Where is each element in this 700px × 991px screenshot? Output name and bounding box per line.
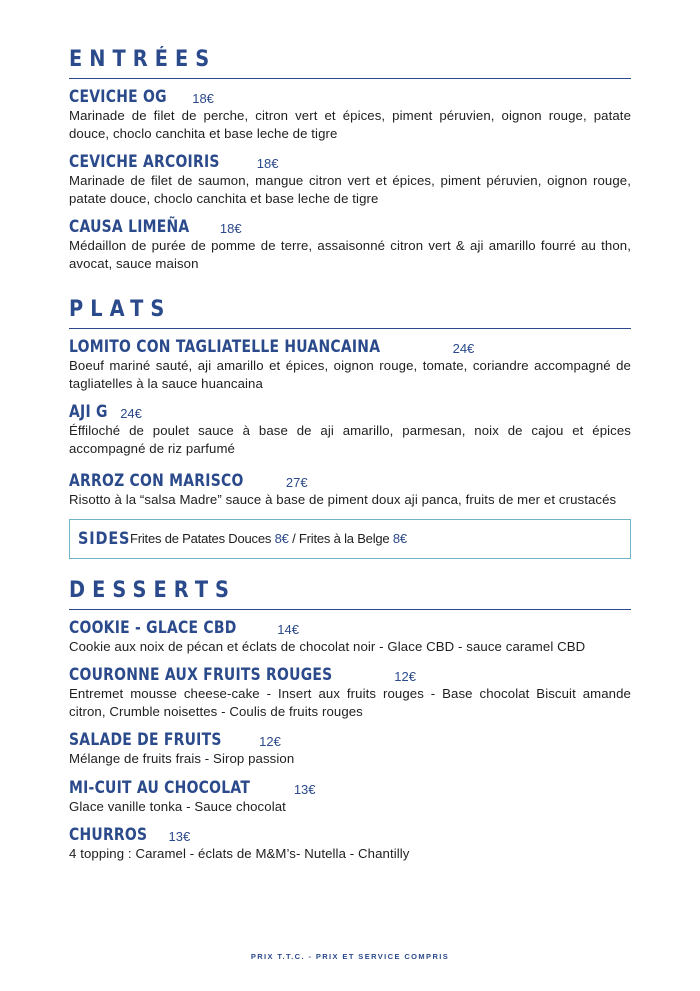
- item-name: LOMITO CON TAGLIATELLE HUANCAINA: [69, 337, 381, 357]
- section-title: DESSERTS: [69, 577, 237, 603]
- item-description: Boeuf mariné sauté, aji amarillo et épices, oignon rouge, tomate, coriandre accompagné de tagliatelles à la sauce huancaina: [69, 358, 631, 391]
- menu-item: [69, 217, 631, 272]
- item-price: 18€: [256, 156, 279, 171]
- item-description: Cookie aux noix de pécan et éclats de chocolat noir - Glace CBD - sauce caramel CBD: [69, 638, 586, 654]
- menu-item: [69, 665, 631, 720]
- sides-box: [69, 519, 631, 559]
- item-description: 4 topping : Caramel - éclats de M&M’s- Nutella - Chantilly: [69, 846, 410, 861]
- section-title: ENTRÉES: [69, 47, 217, 72]
- menu-item: [69, 778, 631, 816]
- item-price: 24€: [452, 341, 475, 356]
- item-price: 12€: [259, 734, 281, 749]
- item-description: Éffiloché de poulet sauce à base de aji amarillo, parmesan, noix de cajou et épices accompagné de riz parfumé: [69, 423, 631, 456]
- item-name: AJI G: [69, 402, 108, 422]
- item-price: 13€: [293, 781, 316, 797]
- item-name: SALADE DE FRUITS: [69, 730, 222, 750]
- section-divider: [69, 78, 631, 79]
- item-description: Marinade de filet de perche, citron vert et épices, piment péruvien, oignon rouge, patate douce, choclo canchita et base leche de tigre: [69, 108, 631, 141]
- item-description: Entremet mousse cheese-cake - Insert aux fruits rouges - Base chocolat Biscuit amande citron, Crumble noisettes - Coulis de fruits rouges: [69, 686, 631, 719]
- section-divider: [69, 609, 631, 610]
- sides-item: Frites à la Belge: [298, 531, 390, 546]
- section-entrees: [69, 46, 631, 272]
- menu-item: [69, 825, 631, 863]
- menu-item: [69, 87, 631, 142]
- item-description: Médaillon de purée de pomme de terre, assaisonné citron vert & aji amarillo fourré au thon, avocat, sauce maison: [69, 238, 631, 271]
- menu-page: [69, 46, 631, 873]
- menu-item: [69, 402, 631, 457]
- item-name: CHURROS: [69, 825, 148, 845]
- item-price: 18€: [219, 221, 242, 236]
- item-description: Marinade de filet de saumon, mangue citron vert et épices, piment péruvien, oignon rouge, patate douce, choclo canchita et base leche de tigre: [69, 173, 631, 206]
- section-divider: [69, 328, 631, 329]
- sides-item: Frites de Patates Douces: [130, 531, 272, 546]
- menu-item: [69, 152, 631, 207]
- sides-label: SIDES: [78, 528, 131, 549]
- sides-price: 8€: [392, 531, 407, 546]
- item-price: 13€: [168, 829, 191, 844]
- item-name: MI-CUIT AU CHOCOLAT: [69, 777, 251, 798]
- sides-price: 8€: [274, 531, 289, 546]
- item-description: Mélange de fruits frais - Sirop passion: [69, 751, 295, 766]
- menu-item: [69, 730, 631, 768]
- item-name: CEVICHE ARCOIRIS: [69, 152, 220, 172]
- item-name: CEVICHE OG: [69, 87, 167, 107]
- menu-item: [69, 337, 631, 392]
- section-desserts: [69, 577, 631, 863]
- item-price: 27€: [285, 475, 308, 490]
- footer-note: PRIX T.T.C. - PRIX ET SERVICE COMPRIS: [250, 952, 450, 961]
- item-price: 24€: [120, 406, 142, 421]
- item-description: Risotto à la “salsa Madre” sauce à base de piment doux aji panca, fruits de mer et crustacés: [69, 492, 617, 507]
- sides-content: [130, 531, 407, 546]
- item-name: CAUSA LIMEÑA: [69, 217, 190, 237]
- item-name: ARROZ CON MARISCO: [69, 471, 244, 491]
- sides-separator: /: [292, 531, 296, 546]
- item-description: Glace vanille tonka - Sauce chocolat: [69, 798, 286, 814]
- item-price: 14€: [277, 621, 299, 637]
- section-title: PLATS: [69, 297, 172, 322]
- item-price: 12€: [394, 669, 416, 684]
- menu-item: [69, 618, 631, 656]
- item-name: COOKIE - GLACE CBD: [69, 617, 237, 638]
- section-plats: [69, 296, 631, 559]
- item-price: 18€: [192, 91, 214, 106]
- item-name: COURONNE AUX FRUITS ROUGES: [69, 665, 333, 685]
- menu-item: [69, 471, 631, 509]
